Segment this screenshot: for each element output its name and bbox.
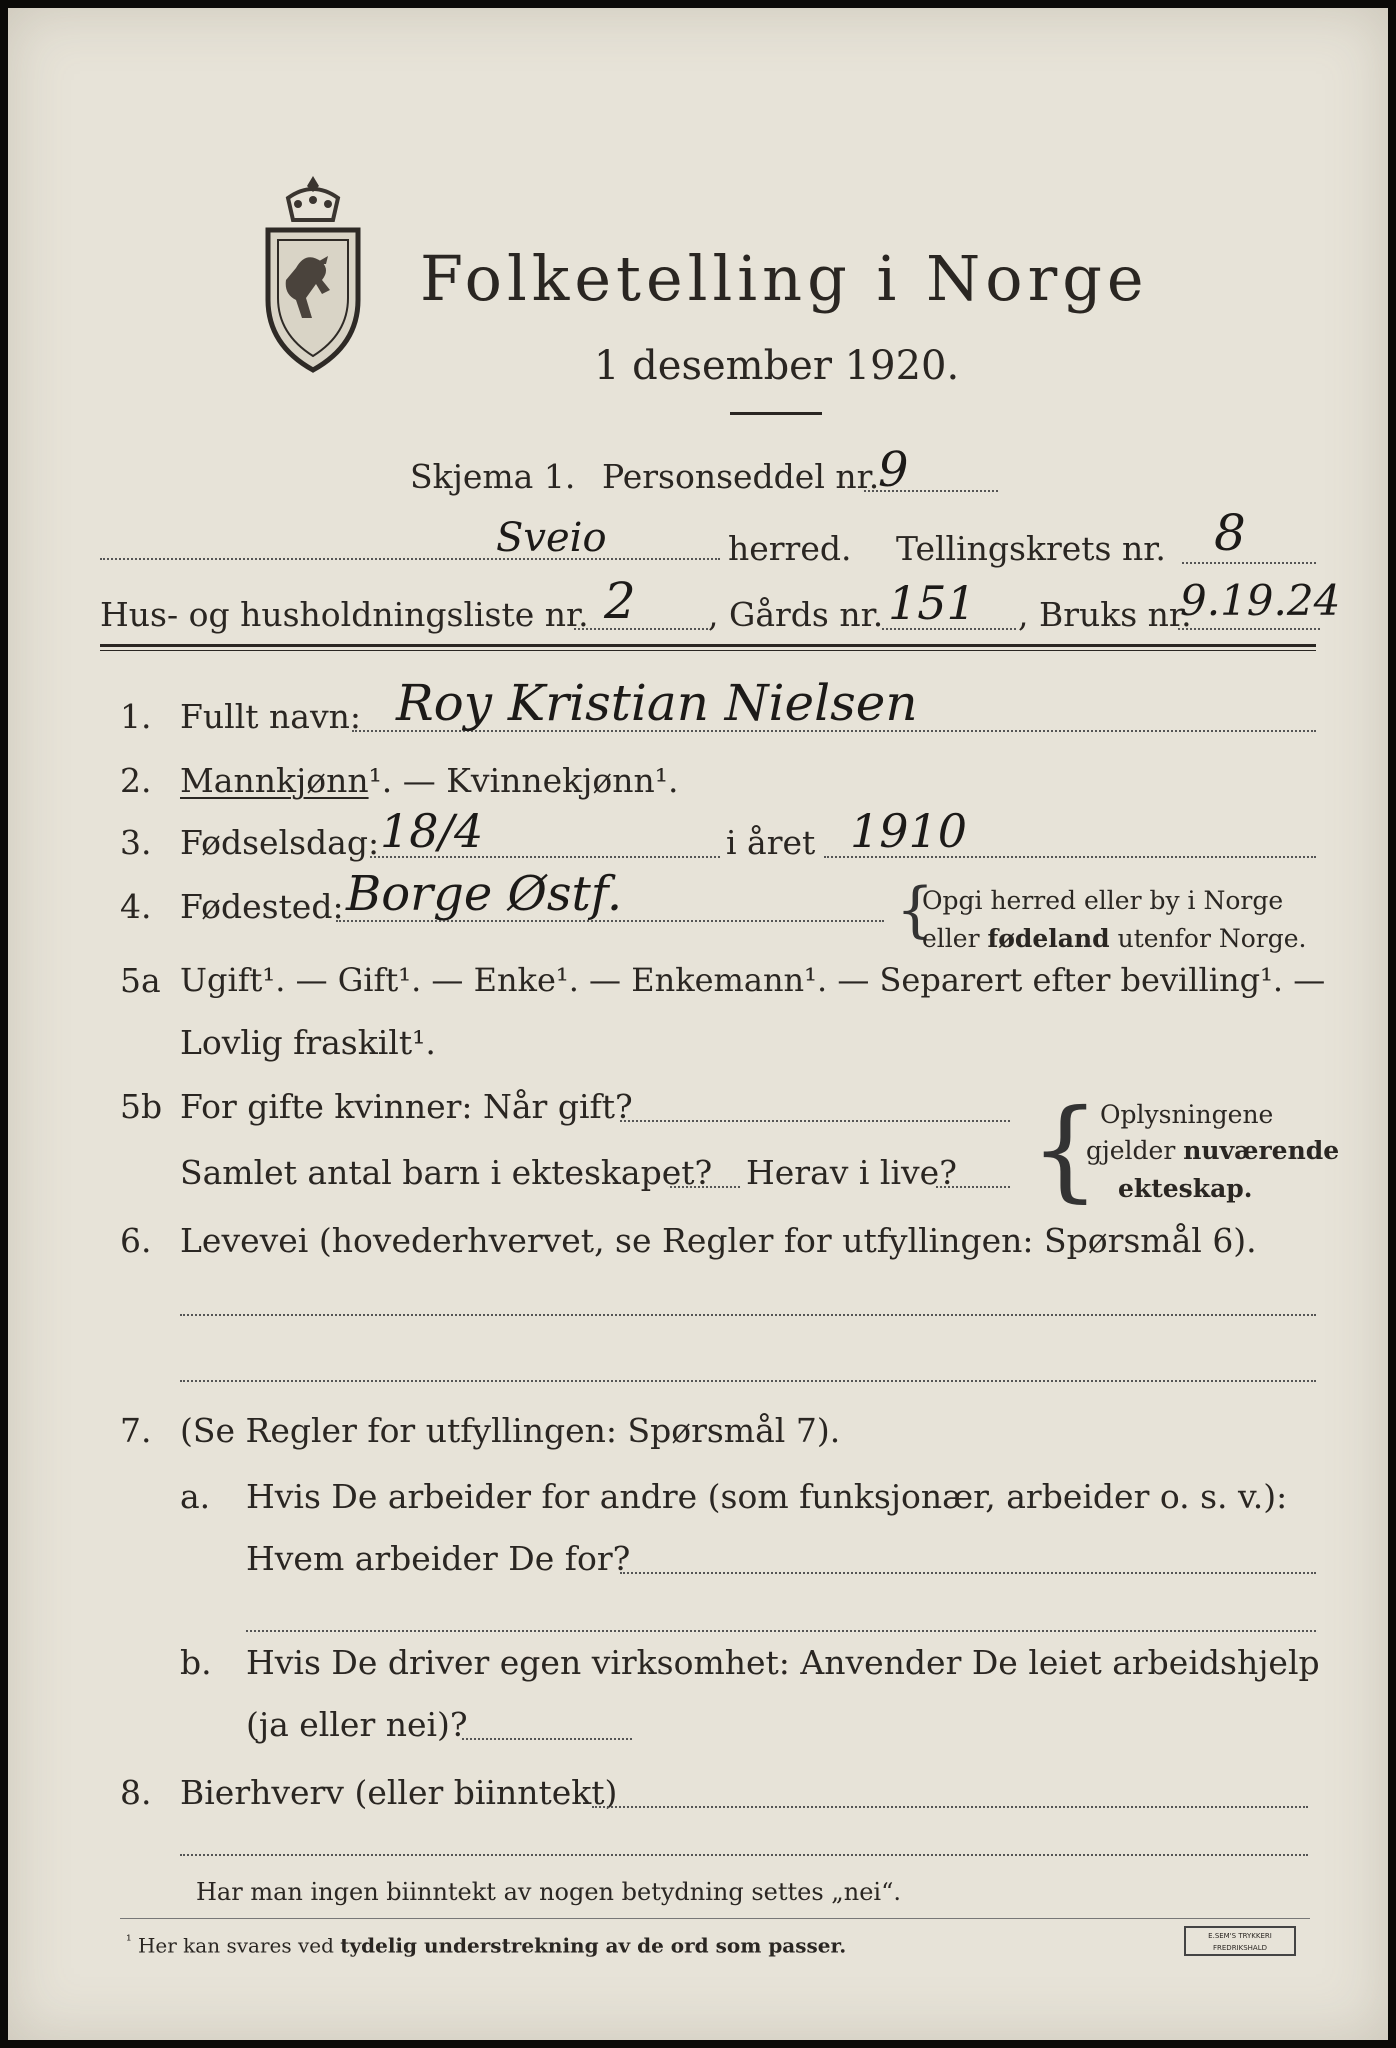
header-rule [100,644,1316,647]
herred-label: herred. [728,529,852,568]
q7a-line2: Hvem arbeider De for? [246,1539,631,1578]
q4-value-birthplace: Borge Østf. [346,866,623,922]
q5b-number: 5b [120,1087,163,1126]
q5b-line1: For gifte kvinner: Når gift? [180,1087,633,1126]
q7a-letter: a. [180,1477,211,1516]
q1-number: 1. [120,697,152,736]
q5b-note-line3: ekteskap. [1118,1174,1253,1203]
q8-line1 [592,1806,1308,1808]
q3-number: 3. [120,823,152,862]
tellingskrets-label: Tellingskrets nr. [896,529,1166,568]
q5a-line2: Lovlig fraskilt¹. [180,1023,436,1062]
census-date: 1 desember 1920. [594,343,960,389]
title-divider [730,412,822,415]
tellingskrets-line [1182,562,1316,564]
q3-label: Fødselsdag: [180,823,380,862]
q5b-married-line [620,1120,1010,1122]
q5b-children-line [670,1186,740,1188]
bruks-line [1178,628,1320,630]
q2-mann-underlined: Mannkjønn [180,761,369,800]
header-rule-thin [100,650,1316,651]
q7b-letter: b. [180,1643,212,1682]
gards-label: , Gårds nr. [708,595,884,634]
footnote-b: tydelig understrekning av de ord som passer. [340,1933,847,1958]
q5b-note-brace: { [1030,1085,1100,1213]
q5a-number: 5a [120,961,161,1000]
q4-note-line2 [922,926,1306,951]
hus-label: Hus- og husholdningsliste nr. [100,595,589,634]
q4-note2b: fødeland [987,924,1110,953]
q7a-line1: Hvis De arbeider for andre (som funksjonær, arbeider o. s. v.): [246,1477,1288,1516]
q7a-answer-line2 [246,1630,1316,1632]
q2-kvinne: Kvinnekjønn [446,761,655,800]
q3-year-label: i året [726,823,816,862]
q5b-note-line2 [1086,1138,1339,1163]
bruks-label: , Bruks nr. [1018,595,1192,634]
q8-label: Bierhverv (eller biinntekt) [180,1773,618,1812]
q5a-line1: Ugift¹. — Gift¹. — Enke¹. — Enkemann¹. — Separert efter bevilling¹. — [180,961,1326,999]
census-form [8,8,1388,2040]
q7-number: 7. [120,1411,152,1450]
footnote [126,1934,846,1956]
q3-value-birthday: 18/4 [380,804,484,858]
personseddel-label: Personseddel nr. [602,457,880,496]
skjema-label: Skjema 1. [410,457,576,496]
footer-note: Har man ingen biinntekt av nogen betydning settes „nei“. [196,1878,901,1906]
q4-note-line1: Opgi herred eller by i Norge [922,886,1284,915]
bruks-value: 9.19.24 [1180,576,1341,625]
q2-sex [180,761,679,800]
q5b-line2a: Samlet antal barn i ekteskapet? [180,1153,713,1192]
gards-value: 151 [888,576,976,630]
q7-label: (Se Regler for utfyllingen: Spørsmål 7). [180,1411,841,1450]
q6-label: Levevei (hovederhvervet, se Regler for utfyllingen: Spørsmål 6). [180,1221,1257,1260]
q8-number: 8. [120,1773,152,1812]
herred-value: Sveio [496,515,607,561]
q6-number: 6. [120,1221,152,1260]
footer-rule [120,1918,1310,1919]
q5b-note2b: nuværende [1183,1136,1340,1165]
herred-line [100,558,720,560]
q4-label: Fødested: [180,887,344,926]
q1-label: Fullt navn: [180,697,361,736]
q4-note2a: eller [922,924,988,953]
coat-of-arms-icon [258,168,368,378]
printer-mark: E.SEM'S TRYKKERI FREDRIKSHALD [1184,1926,1296,1956]
q3-value-year: 1910 [850,804,968,858]
page-title: Folketelling i Norge [420,242,1149,315]
personseddel-value: 9 [878,442,909,498]
q1-value-name: Roy Kristian Nielsen [396,674,918,732]
q7a-answer-line [620,1572,1316,1574]
q4-note2c: utenfor Norge. [1109,924,1307,953]
q6-line1 [180,1314,1316,1316]
q6-line2 [180,1380,1316,1382]
q7b-line2: (ja eller nei)? [246,1705,468,1744]
q5b-note-line1: Oplysningene [1100,1100,1274,1129]
q7b-line1: Hvis De driver egen virksomhet: Anvender De leiet arbeidshjelp [246,1643,1320,1682]
q2-sep: ¹. — [368,761,447,800]
q2-number: 2. [120,761,152,800]
tellingskrets-value: 8 [1214,504,1246,562]
q4-note-brace: { [896,875,935,945]
hus-line [574,628,708,630]
hus-value: 2 [604,572,636,630]
q5b-alive-line [936,1186,1010,1188]
q5b-note2a: gjelder [1086,1136,1184,1165]
footnote-mark: ¹ [126,1933,132,1949]
q4-number: 4. [120,887,152,926]
footnote-a: Her kan svares ved [137,1933,341,1958]
q2-end: ¹. [654,761,679,800]
q5b-line2b: Herav i live? [746,1153,957,1192]
q7b-answer-line [462,1738,632,1740]
q8-line2 [180,1854,1308,1856]
